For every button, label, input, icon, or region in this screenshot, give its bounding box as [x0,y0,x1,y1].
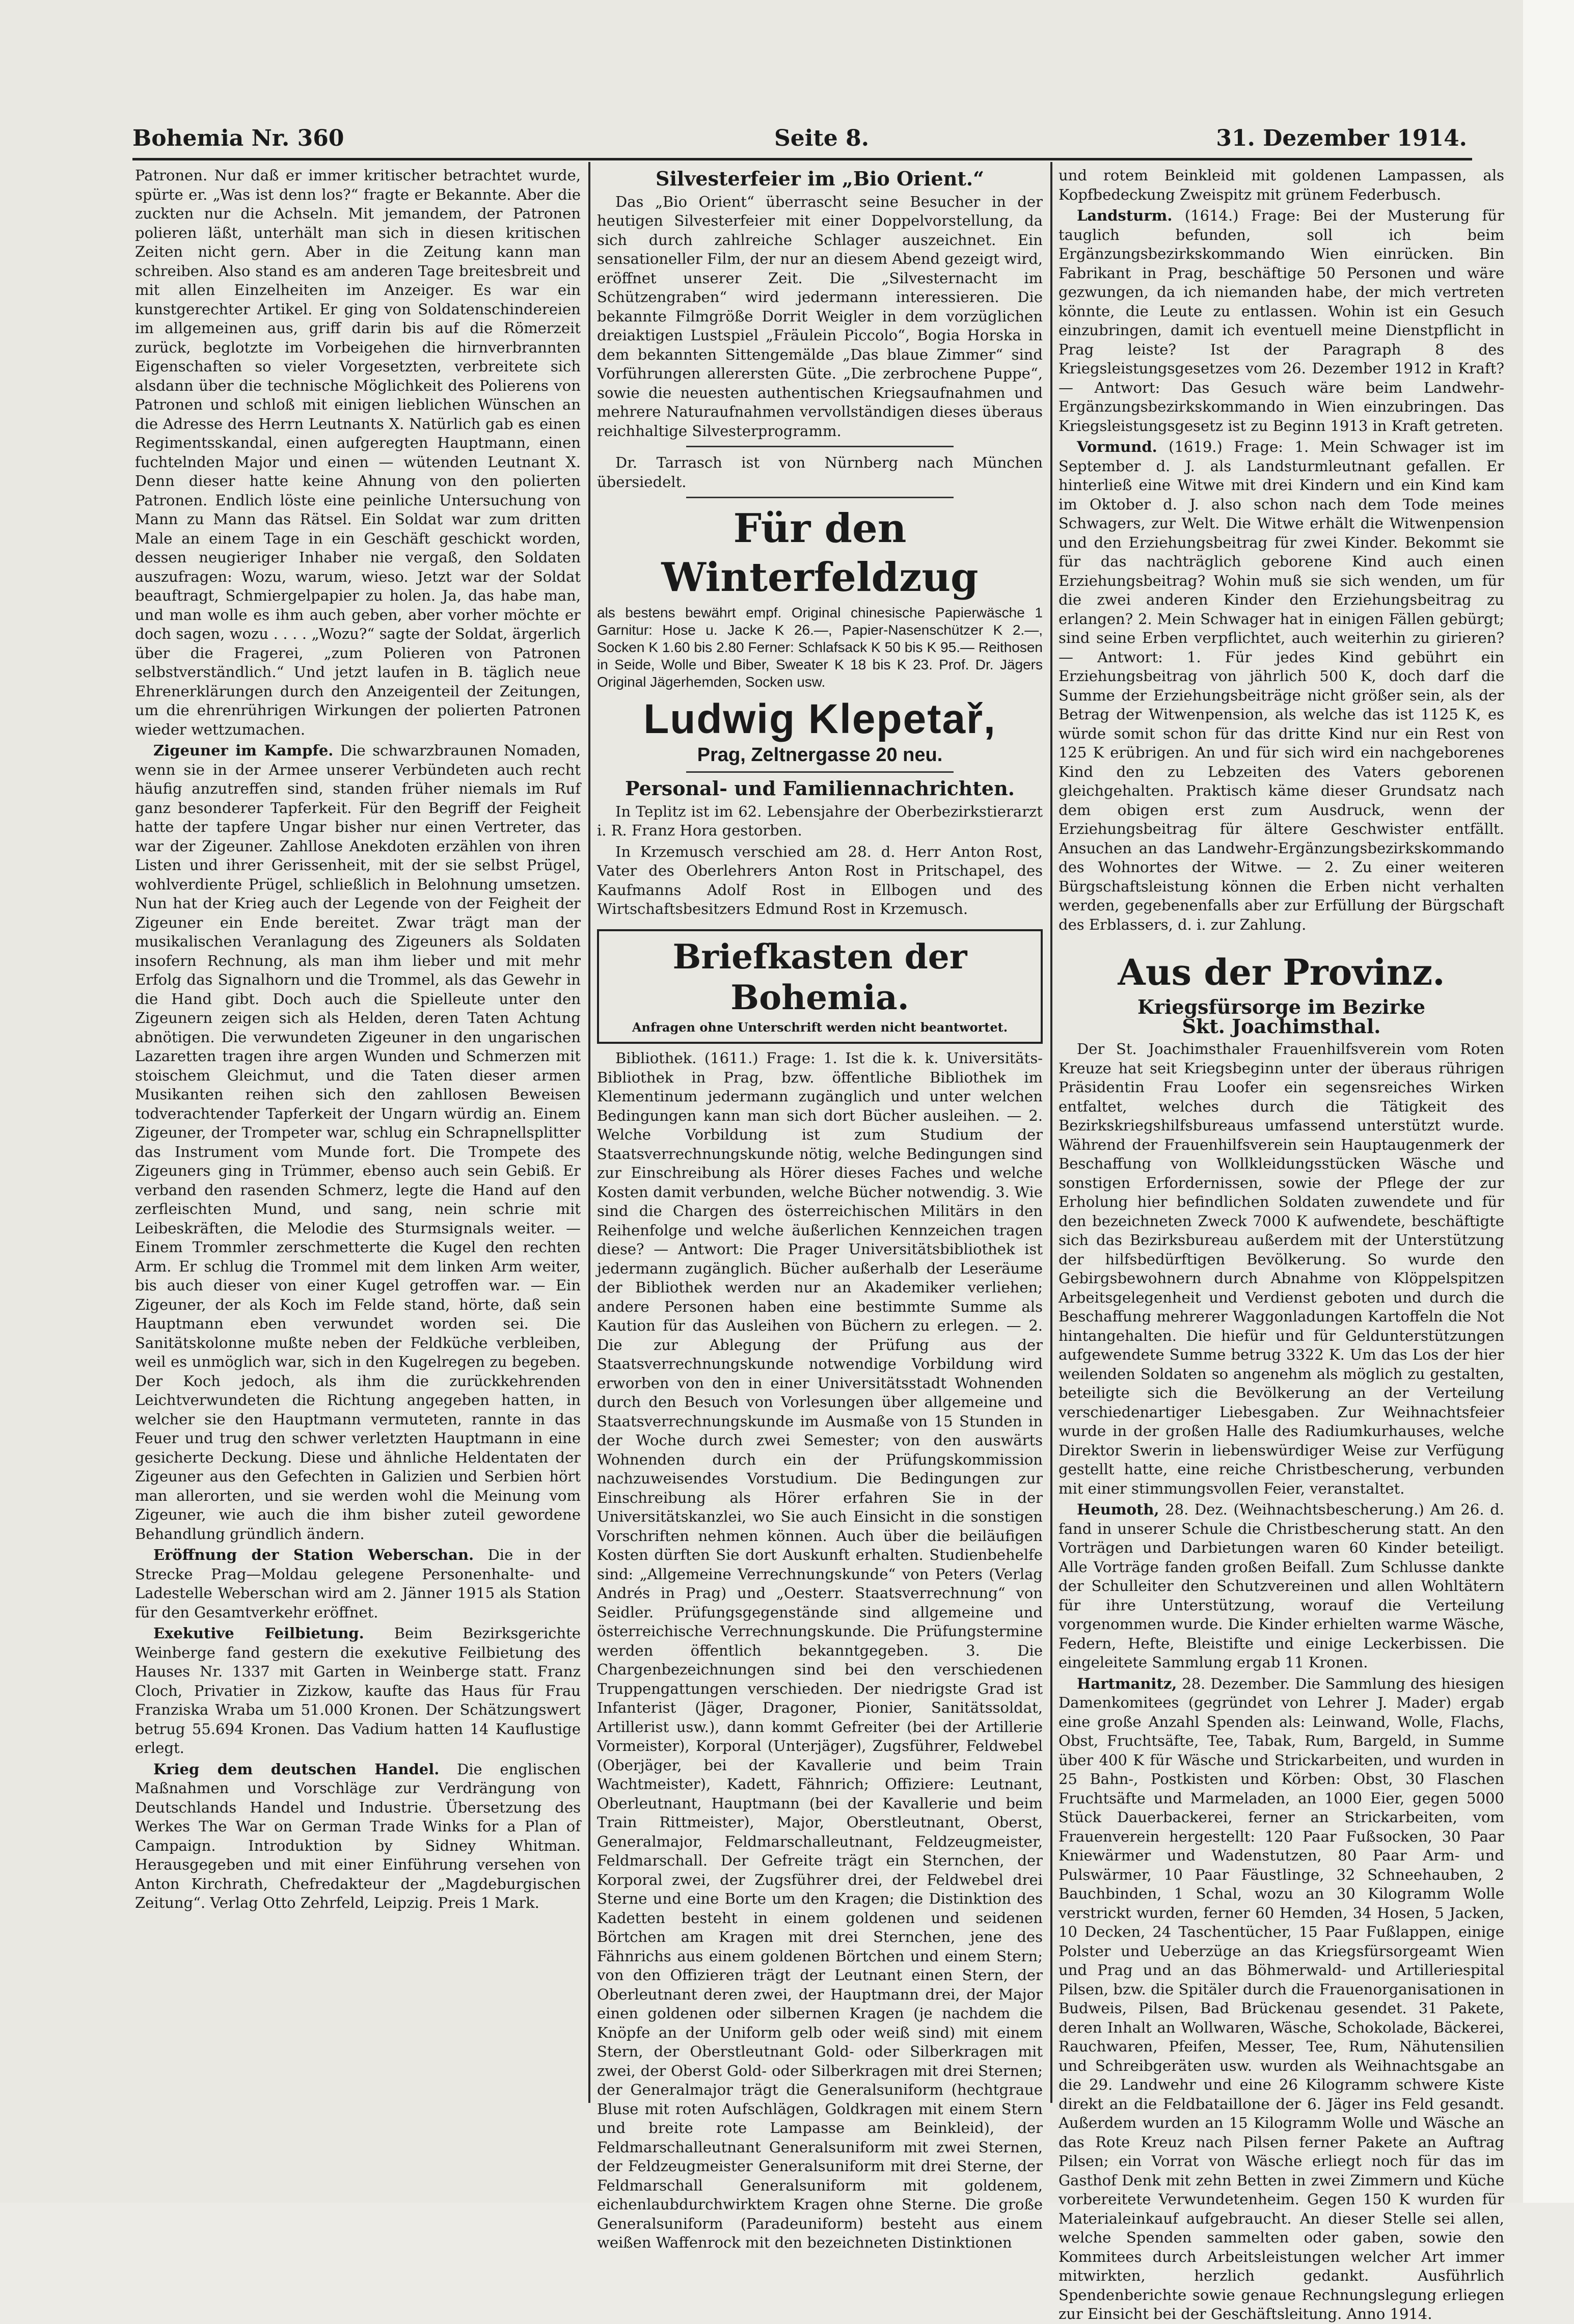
column-divider-1 [588,162,590,2103]
ad-merchant-name: Ludwig Klepetař, [643,696,996,742]
ad-body: als bestens bewährt empf. Original chinesische Papierwäsche 1 Garnitur: Hose u. Jacke K 26.—, Papier-Nasenschützer K 2.—, Socken K 1.60 bis 2.80 Ferner: Schlafsack K 50 bis K 95.— Reithosen in Seide, Wolle und Biber, Sweater K 18 bis K 23. Prof. Dr. Jägers Original Jägerhemden, Socken usw. [597,605,1043,690]
ad-title: Für den Winterfeldzug [661,505,979,601]
province-heumoth-title: Heumoth, [1077,1501,1159,1518]
article-weberschan: Eröffnung der Station Weberschan. Die in der Strecke Prag—Moldau gelegene Personenhalte- und Ladestelle Weberschan wird am 2. Jänner 1915 als Station für den Gesamtverkehr eröffnet. [135,1546,581,1621]
article-feilbietung-title: Exekutive Feilbietung. [153,1625,364,1642]
ad-address: Prag, Zeltnergasse 20 neu. [697,744,943,766]
family-news-item: In Krzemusch verschied am 28. d. Herr Anton Rost, Vater des Oberlehrers Anton Rost in Pritschapel, des Kaufmanns Adolf Rost in Ellbogen und des Wirtschaftsbesitzers Edmund Rost in Krzemusch. [597,843,1043,917]
section-rule [686,771,954,773]
province-subtitle-place: Skt. Joachimsthal. [1182,1014,1381,1038]
article-patronen: Patronen. Nur daß er immer kritischer betrachtet wurde, spürte er. „Was ist denn los?“ fragte er Bekannte. Aber die zuckten nur die Achseln. Mit jemandem, der Patronen polieren läßt, unterhält man sich in diesen kritischen Zeiten nicht gern. Aber in die Zeitung kann man schreiben. Also stand es am anderen Tage breitesbreit und mit allen Einzelheiten im Anzeiger. Es war ein kunstgerechter Artikel. Er ging von Soldatenschindereien im allgemeinen aus, griff darin bis auf die Römerzeit zurück, beglotzte im Vorbeigehen die hirnverbrannten Eigenschaften so vieler Vorgesetzten, verbreitete sich alsdann über die technische Möglichkeit des Polierens von Patronen und schloß mit einigen lieblichen Wünschen an die Adresse des Herrn Leutnants X. Natürlich gab es einen Regimentsskandal, einen aufgeregten Hauptmann, einen fuchtelnden Major und einen — wütenden Leutnant X. Denn dieser hatte keine Ahnung von den polierten Patronen. Endlich löste eine peinliche Untersuchung von Mann zu Mann das Rätsel. Ein Soldat war zum dritten Male an einem Tage in ein Geschäft geschickt worden, dessen neugieriger Inhaber nie vergaß, den Soldaten auszufragen: Wozu, warum, wieso. Jetzt war der Soldat beauftragt, Schmiergelpapier zu holen. Ja, das habe man, und man wolle es ihm auch geben, aber vorher möchte er doch sagen, wozu . . . . „Wozu?“ sagte der Soldat, ärgerlich über die Fragerei, „zum Polieren von Patronen selbstverständlich.“ Und jetzt laufen in B. täglich neue Ehrenerklärungen durch den Anzeigenteil der Zeitungen, um die ehrenrührigen Wirkungen der polierten Patronen wieder wettzumachen. [135,167,581,738]
article-weberschan-title: Eröffnung der Station Weberschan. [153,1546,474,1563]
article-handel: Krieg dem deutschen Handel. Die englischen Maßnahmen und Vorschläge zur Verdrängung von Deutschlands Handel und Industrie. Übersetzung des Werkes The War on German Trade Winks for a Plan of Campaign. Introduktion by Sidney Whitman. Herausgegeben und mit einer Einführung versehen von Anton Kirchrath, Chefredakteur der „Magdeburgischen Zeitung“. Verlag Otto Zehrfeld, Leipzig. Preis 1 Mark. [135,1760,581,1911]
article-feilbietung: Exekutive Feilbietung. Beim Bezirksgerichte Weinberge fand gestern die exekutive Feilbietung des Hauses Nr. 1337 mit Garten in Weinberge statt. Franz Cloch, Privatier in Zizkow, kaufte das Haus für Frau Franziska Wraba um 51.000 Kronen. Der Schätzungswert betrug 55.694 Kronen. Das Vadium hatten 14 Kauflustige erlegt. [135,1625,581,1756]
page-edge [1523,0,1574,2203]
letterbox-subtitle: Anfragen ohne Unterschrift werden nicht beantwortet. [632,1019,1008,1035]
province-joachimsthal: Der St. Joachimsthaler Frauenhilfsverein vom Roten Kreuze hat seit Kriegsbeginn unter der überaus rührigen Präsidentin Frau Loofer ein segensreiches Wirken entfaltet, welches durch die Tätigkeit des Bezirkskriegshilfsbureaus umfassend unterstützt wurde. Während der Frauenhilfsverein sein Hauptaugenmerk der Beschaffung von Wollkleidungsstücken Wäsche und sonstigen Erfordernissen, sowie der Pflege der zur Erholung hier befindlichen Soldaten zuwendete und für den bezeichneten Zweck 7000 K aufwendete, beschäftigte sich das Bezirksbureau außerdem mit der Unterstützung der hilfsbedürftigen Bevölkerung. So wurde den Gebirgsbewohnern durch Abnahme von Klöppelspitzen Arbeitsgelegenheit und Verdienst geboten und durch die Beschaffung mehrerer Waggonladungen Kartoffeln die Not hintangehalten. Die hiefür und für Geldunterstützungen aufgewendete Summe betrug 3322 K. Um das Los der hier weilenden Soldaten so angenehm als möglich zu gestalten, beteiligte sich die Bevölkerung an der Verteilung verschiedenartiger Liebesgaben. Zur Weihnachtsfeier wurde in der großen Halle des Radiumkurhauses, welche Direktor Swerin in liebenswürdiger Weise zur Verfügung gestellt hatte, eine reiche Christbescherung, verbunden mit einer stimmungsvollen Feier, veranstaltet. [1059,1040,1504,1497]
header-issue: Bohemia Nr. 360 [132,125,344,151]
column-2 [597,166,1043,2251]
tarrasch-note: Dr. Tarrasch ist von Nürnberg nach München übersiedelt. [597,454,1043,491]
article-handel-title: Krieg dem deutschen Handel. [153,1760,440,1778]
family-news-item: In Teplitz ist im 62. Lebensjahre der Oberbezirkstierarzt i. R. Franz Hora gestorben. [597,802,1043,839]
column-3 [1059,166,1505,2322]
section-rule [686,497,954,498]
province-hartmanitz-title: Hartmanitz, [1077,1674,1177,1692]
header-page-number: Seite 8. [774,125,870,151]
letterbox-bibliothek: Bibliothek. (1611.) Frage: 1. Ist die k. k. Universitäts-Bibliothek in Prag, bzw. öffentliche Bibliothek im Klementinum jedermann zugänglich und unter welchen Bedingungen kann man sich dort Bücher ausleihen. — 2. Welche Vorbildung ist zum Studium der Staatsverrechnungskunde nötig, welche Bedingungen sind zur Einschreibung als Hörer dieses Faches und welche Kosten damit verbunden, welche Bücher notwendig. 3. Wie sind die Chargen des österreichischen Militärs in den Reihenfolge und welche äußerlichen Kennzeichen tragen diese? — Antwort: Die Prager Universitätsbibliothek ist jedermann zugänglich. Bücher außerhalb der Leseräume der Bibliothek werden nur an Akademiker verliehen; andere Personen haben eine bestimmte Summe als Kaution für das Ausleihen von Büchern zu erlegen. — 2. Die zur Ablegung der Prüfung aus der Staatsverrechnungskunde notwendige Vorbildung wird erworben von den in einer Universitätsstadt Wohnenden durch den Besuch von Vorlesungen über allgemeine und Staatsverrechnungskunde im Ausmaße von 15 Stunden in der Woche durch zwei Semester; von den auswärts Wohnenden durch ein der Prüfungskommission nachzuweisendes Vorstudium. Die Bedingungen zur Einschreibung als Hörer erfahren Sie in der Universitätskanzlei, wo Sie auch Einsicht in die sonstigen Vorschriften nehmen können. Auch über die beiläufigen Kosten dürften Sie dort Auskunft erhalten. Studienbehelfe sind: „Allgemeine Verrechnungskunde“ von Peters (Verlag Andrés in Prag) und „Oesterr. Staatsverrechnung“ von Seidler. Prüfungsgegenstände sind allgemeine und österreichische Verrechnungskunde. Die Prüfungstermine werden öffentlich bekanntgegeben. 3. Die Chargenbezeichnungen sind bei den verschiedenen Truppengattungen verschieden. Der niedrigste Grad ist Infanterist (Jäger, Dragoner, Pionier, Sanitätssoldat, Artillerist usw.), dann kommt Gefreiter (bei der Artillerie Vormeister), Korporal (Unterjäger), Zugsführer, Feldwebel (Oberjäger, bei der Kavallerie und beim Train Wachtmeister), Kadett, Fähnrich; Offiziere: Leutnant, Oberleutnant, Hauptmann (bei der Kavallerie und beim Train Rittmeister), Major, Oberstleutnant, Oberst, Generalmajor, Feldmarschalleutnant, Feldzeugmeister, Feldmarschall. Der Gefreite trägt ein Sternchen, der Korporal zwei, der Zugsführer drei, der Feldwebel drei Sterne und eine Borte um den Kragen; die Distinktion des Kadetten besteht in einem goldenen und seidenen Börtchen am Kragen mit drei Sternchen, jene des Fähnrichs aus einem goldenen Börtchen und einem Stern; von den Offizieren trägt der Leutnant einen Stern, der Oberleutnant deren zwei, der Hauptmann drei, der Major einen goldenen oder silbernen Kragen (je nachdem die Knöpfe an der Uniform gelb oder weiß sind) mit einem Stern, der Oberstleutnant Gold- oder Silberkragen mit zwei, der Oberst Gold- oder Silberkragen mit drei Sternen; der Generalmajor trägt die Generalsuniform (hechtgraue Bluse mit roten Aufschlägen, Goldkragen mit einem Stern und breite rote Lampasse am Beinkleid), der Feldmarschalleutnant Generalsuniform mit zwei Sternen, der Feldzeugmeister Generalsuniform mit drei Sterne, der Feldmarschall Generalsuniform mit goldenem, eichenlaubdurchwirktem Kragen ohne Sterne. Die große Generalsuniform (Paradeuniform) besteht aus einem weißen Waffenrock mit den bezeichneten Distinktionen [597,1049,1043,2251]
column-divider-2 [1050,162,1052,2103]
header-rule [132,158,1472,160]
province-subtitle: Kriegsfürsorge im Bezirke [1137,995,1426,1018]
column-1 [135,166,581,2102]
article-zigeuner-title: Zigeuner im Kampfe. [153,742,334,759]
silvester-title: Silvesterfeier im „Bio Orient.“ [656,167,984,190]
letterbox-title: Briefkasten der Bohemia. [672,936,967,1017]
letterbox-continued: und rotem Beinkleid mit goldenen Lampassen, als Kopfbedeckung Zweispitz mit grünem Federbusch. [1059,167,1504,203]
header-date: 31. Dezember 1914. [1216,125,1467,151]
letterbox-header-box [597,929,1043,1044]
province-heumoth: Heumoth, 28. Dez. (Weihnachtsbescherung.) Am 26. d. fand in unserer Schule die Christbescherung statt. An den Vorträgen und Darbietungen waren 60 Kinder beteiligt. Alle Vorträge fanden großen Beifall. Zum Schlusse dankte der Schulleiter den Schutzvereinen und allen Wohltätern für ihre Unterstützung, worauf die Verteilung vorgenommen wurde. Die Kinder erhielten warme Wäsche, Federn, Hefte, Bleistifte und einige Leckerbissen. Die eingeleitete Sammlung ergab 11 Kronen. [1059,1501,1505,1671]
section-rule [686,446,954,447]
letterbox-vormund-title: Vormund. [1077,438,1157,455]
family-news-title: Personal- und Familiennachrichten. [625,777,1015,800]
letterbox-landsturm: Landsturm. (1614.) Frage: Bei der Musterung für tauglich befunden, soll ich beim Ergänzungsbezirkskommando Wien einrücken. Bin Fabrikant in Prag, beschäftige 50 Personen und wäre gezwungen, da ich niemanden habe, der mich vertreten könnte, die Leute zu entlassen. Wohin ist ein Gesuch einzubringen, damit ich eventuell meine Dienstpflicht in Prag leiste? Ist der Paragraph 8 des Kriegsleistungsgesetzes vom 26. Dezember 1912 in Kraft? — Antwort: Das Gesuch wäre beim Landwehr-Ergänzungsbezirkskommando in Wien einzubringen. Das Kriegsleistungsgesetz ist zu Beginn 1913 in Kraft getreten. [1059,207,1504,435]
province-title: Aus der Provinz. [1118,951,1445,993]
letterbox-vormund: Vormund. (1619.) Frage: 1. Mein Schwager ist im September d. J. als Landsturmleutnant gefallen. Er hinterließ eine Witwe mit drei Kindern und ein Kind kam im Oktober d. J. also schon nach dem Tode meines Schwagers, zur Welt. Die Witwe erhält die Witwenpension und den Erziehungsbeitrag für zwei Kinder. Bekommt sie für das nachträglich geborene Kind auch einen Erziehungsbeitrag? Wohin muß sie sich wenden, um für die zwei anderen Kinder den Erziehungsbeitrag zu erlangen? 2. Mein Schwager hat in einigen Fällen gebürgt; sind seine Erben verpflichtet, auch weiterhin zu girieren? — Antwort: 1. Für jedes Kind gebührt ein Erziehungsbeitrag von jährlich 500 K, doch darf die Summe der Erziehungsbeiträge nicht größer sein, als der Betrag der Witwenpension, als welche das ist 1125 K, es würde somit schon für das dritte Kind nur ein Rest von 125 K erübrigen. An und für sich wird ein nachgeborenes Kind den zu Lebzeiten des Vaters geborenen gleichgehalten. Praktisch käme dieser Grundsatz nach dem obigen erst zum Ausdruck, wenn der Erziehungsbeitrag für ältere Geschwister entfällt. Ansuchen an das Landwehr-Ergänzungsbezirkskommando des Wohnortes der Witwe. — 2. Zu einer weiteren Bürgschaftsleistung können die Erben nicht verhalten werden, gegebenenfalls aber zur Erfüllung der Bürgschaft des Erblassers, d. i. zur Zahlung. [1059,438,1505,933]
article-zigeuner: Zigeuner im Kampfe. Die schwarzbraunen Nomaden, wenn sie in der Armee unserer Verbündeten auch recht häufig anzutreffen sind, standen früher niemals im Ruf ganz besonderer Tapferkeit. Für den Begriff der Feigheit hatte der tapfere Ungar bisher nur einen Vertreter, das war der Zigeuner. Zahllose Anekdoten erzählen von ihren Listen und ihrer Gerissenheit, mit der sie selbst Prügel, wohlverdiente Prügel, schließlich in Belohnung umsetzen. Nun hat der Krieg auch der Legende von der Feigheit der Zigeuner ein Ende bereitet. Zwar trägt man der musikalischen Veranlagung des Zigeuners als Soldaten insofern Rechnung, als man ihm lieber und mit mehr Erfolg das Signalhorn und die Trommel, als das Gewehr in die Hand gibt. Doch auch die Spielleute unter den Zigeunern zeigen sich als Helden, deren Taten Achtung abnötigen. Die verwundeten Zigeuner in den ungarischen Lazaretten tragen ihre argen Wunden und Schmerzen mit stoischem Gleichmut, und die Taten dieser armen Musikanten reihen sich den zahllosen Beweisen todverachtender Tapferkeit der Ungarn würdig an. Einem Zigeuner, der Trompeter war, schlug ein Schrapnellsplitter das Instrument vom Munde fort. Die Trompete des Zigeuners ging in Trümmer, ebenso auch sein Gebiß. Er verband den rasenden Schmerz, legte die Hand auf den zerfleischten Mund, und sang, nein schrie mit Leibeskräften, die Melodie des Sturmsignals weiter. — Einem Trommler zerschmetterte die Kugel den rechten Arm. Er schlug die Trommel mit dem linken Arm weiter, bis auch dieser von einer Kugel getroffen war. — Ein Zigeuner, der als Koch im Felde stand, hörte, daß sein Hauptmann eben verwundet worden sei. Die Sanitätskolonne mußte neben der Feldküche verbleiben, weil es unmöglich war, sich in den Kugelregen zu begeben. Der Koch jedoch, als ihm die zurückkehrenden Leichtverwundeten die Richtung angegeben hatten, in welcher sie den Hauptmann vermuteten, rannte in das Feuer und trug den schwer verletzten Hauptmann in eine gesicherte Deckung. Diese und ähnliche Heldentaten der Zigeuner aus den Gefechten in Galizien und Serbien hört man allerorten, und sie werden wohl die Meinung vom Zigeuner, wie auch die ihm bisher zuteil gewordene Behandlung gründlich ändern. [135,742,581,1543]
silvester-text: Das „Bio Orient“ überrascht seine Besucher in der heutigen Silvesterfeier mit einer Doppelvorstellung, da sich durch zahlreiche Schlager auszeichnet. Ein sensationeller Film, der nur an diesem Abend gezeigt wird, eröffnet unserer Zeit. Die „Silvesternacht im Schützengraben“ wird jedermann interessieren. Die bekannte Filmgröße Dorrit Weigler in dem vorzüglichen dreiaktigen Lustspiel „Fräulein Piccolo“, Bogia Horska in dem bekannten Sittengemälde „Das blaue Zimmer“ sind Vorführungen allerersten Güte. „Die zerbrochene Puppe“, sowie die neuesten authentischen Kriegsaufnahmen und mehrere Naturaufnahmen vervollständigen dieses überaus reichhaltige Silvesterprogramm. [597,193,1043,440]
letterbox-landsturm-title: Landsturm. [1077,207,1173,224]
page-header [132,122,1477,158]
province-hartmanitz: Hartmanitz, 28. Dezember. Die Sammlung des hiesigen Damenkomitees (gegründet von Lehrer J. Mader) ergab eine große Anzahl Spenden als: Leinwand, Wolle, Flachs, Obst, Fruchtsäfte, Tee, Tabak, Rum, Bargeld, in Summe über 400 K für Wäsche und Strickarbeiten, und wurden in 25 Bahn-, Postkisten und Körben: Obst, 30 Flaschen Fruchtsäfte und Marmeladen, an 1000 Eier, gegen 5000 Stück Dauerbackerei, ferner an Strickarbeiten, vom Frauenverein hergestellt: 120 Paar Fußsocken, 30 Paar Kniewärmer und Wadenstutzen, 80 Paar Arm- und Pulswärmer, 10 Paar Fäustlinge, 32 Schneehauben, 2 Bauchbinden, 1 Schal, wozu an 30 Kilogramm Wolle verstrickt wurden, ferner 60 Hemden, 34 Hosen, 5 Jacken, 10 Decken, 24 Taschentücher, 15 Paar Fußlappen, einige Polster und Ueberzüge an das Kriegsfürsorgeamt Wien und Prag und an das Böhmerwald- und Artilleriespital Pilsen, bzw. die Spitäler durch die Frauenorganisationen in Budweis, Pilsen, Bad Brückenau gesendet. 31 Pakete, deren Inhalt an Wollwaren, Wäsche, Schokolade, Bäckerei, Rauchwaren, Pfeifen, Messer, Tee, Rum, Nähutensilien und Schreibgeräten usw. wurden als Weihnachtsgabe an die 29. Landwehr und eine 26 Kilogramm schwere Kiste direkt an die Feldbataillone der 6. Jäger ins Feld gesandt. Außerdem wurden an 15 Kilogramm Wolle und Wäsche an das Rote Kreuz nach Pilsen ferner Pakete an Auftrag Pilsen; ein Vorrat von Wäsche erliegt noch für das im Gasthof Denk mit zehn Betten in zwei Zimmern und Küche vorbereitete Verwundetenheim. Gegen 150 K wurden für Materialeinkauf aufgebraucht. An dieser Stelle sei allen, welche Spenden sammelten oder gaben, sowie den Kommitees durch Arbeitsleistungen welcher Art immer mitwirkten, herzlich gedankt. Ausführlich Spendenberichte sowie genaue Rechnungslegung erliegen zur Einsicht bei der Geschäftsleitung. Anno 1914. [1059,1674,1505,2322]
